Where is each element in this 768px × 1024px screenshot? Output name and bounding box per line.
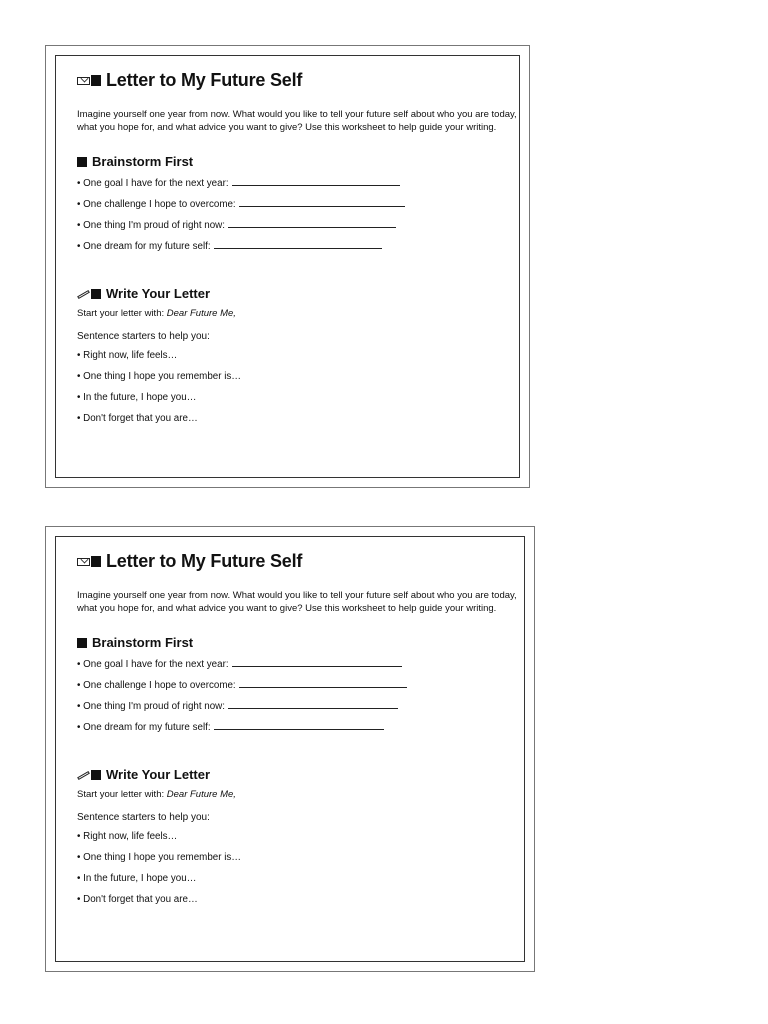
worksheet-title	[77, 70, 507, 91]
start-greeting: Dear Future Me,	[166, 308, 236, 319]
starters-heading: Sentence starters to help you:	[77, 812, 210, 823]
start-prefix: Start your letter with:	[77, 789, 165, 800]
envelope-icon	[77, 556, 101, 567]
prompt-label: • One dream for my future self:	[77, 241, 211, 252]
prompt-proud	[77, 699, 512, 720]
starter-item: • Don't forget that you are…	[77, 894, 198, 905]
answer-blank[interactable]	[232, 176, 400, 186]
prompt-label: • One goal I have for the next year:	[77, 178, 229, 189]
prompt-proud	[77, 218, 507, 239]
start-instruction	[77, 789, 512, 800]
square-bullet-icon	[77, 157, 87, 167]
prompt-label: • One thing I'm proud of right now:	[77, 220, 225, 231]
answer-blank[interactable]	[214, 239, 382, 249]
intro-paragraph: Imagine yourself one year from now. What would you like to tell your future self about who you are today, what you hope for, and what advice you want to give? Use this worksheet to help guide your writing.	[77, 109, 517, 133]
pencil-icon	[77, 770, 101, 780]
prompt-challenge	[77, 197, 507, 218]
start-greeting: Dear Future Me,	[166, 789, 236, 800]
brainstorm-heading	[77, 154, 507, 169]
answer-blank[interactable]	[239, 197, 405, 207]
prompt-goal	[77, 657, 512, 678]
square-bullet-icon	[77, 638, 87, 648]
brainstorm-heading-text: Brainstorm First	[92, 154, 194, 169]
prompt-label: • One dream for my future self:	[77, 722, 211, 733]
answer-blank[interactable]	[228, 699, 398, 709]
worksheet-frame	[55, 536, 525, 962]
prompt-label: • One challenge I hope to overcome:	[77, 199, 236, 210]
worksheet-title	[77, 551, 512, 572]
starter-item: • In the future, I hope you…	[77, 392, 197, 403]
write-heading	[77, 286, 507, 301]
write-heading	[77, 767, 512, 782]
prompt-dream	[77, 239, 507, 260]
starter-item: • One thing I hope you remember is…	[77, 852, 242, 863]
starter-item: • One thing I hope you remember is…	[77, 371, 242, 382]
answer-blank[interactable]	[214, 720, 384, 730]
write-heading-text: Write Your Letter	[106, 286, 211, 301]
answer-blank[interactable]	[239, 678, 407, 688]
worksheet-page-1	[45, 45, 530, 488]
write-heading-text: Write Your Letter	[106, 767, 211, 782]
intro-paragraph: Imagine yourself one year from now. What would you like to tell your future self about who you are today, what you hope for, and what advice you want to give? Use this worksheet to help guide your writing.	[77, 590, 517, 614]
prompt-challenge	[77, 678, 512, 699]
brainstorm-heading-text: Brainstorm First	[92, 635, 194, 650]
prompt-label: • One thing I'm proud of right now:	[77, 701, 225, 712]
starter-item: • Right now, life feels…	[77, 831, 178, 842]
worksheet-page-2	[45, 526, 535, 972]
brainstorm-heading	[77, 635, 512, 650]
pencil-icon	[77, 289, 101, 299]
prompt-dream	[77, 720, 512, 741]
title-text: Letter to My Future Self	[106, 551, 303, 571]
answer-blank[interactable]	[232, 657, 402, 667]
start-instruction	[77, 308, 507, 319]
starter-item: • Don't forget that you are…	[77, 413, 198, 424]
starter-item: • In the future, I hope you…	[77, 873, 197, 884]
prompt-label: • One challenge I hope to overcome:	[77, 680, 236, 691]
starter-item: • Right now, life feels…	[77, 350, 178, 361]
title-text: Letter to My Future Self	[106, 70, 303, 90]
worksheet-frame	[55, 55, 520, 478]
prompt-label: • One goal I have for the next year:	[77, 659, 229, 670]
prompt-goal	[77, 176, 507, 197]
envelope-icon	[77, 75, 101, 86]
answer-blank[interactable]	[228, 218, 396, 228]
starters-heading: Sentence starters to help you:	[77, 331, 210, 342]
start-prefix: Start your letter with:	[77, 308, 165, 319]
